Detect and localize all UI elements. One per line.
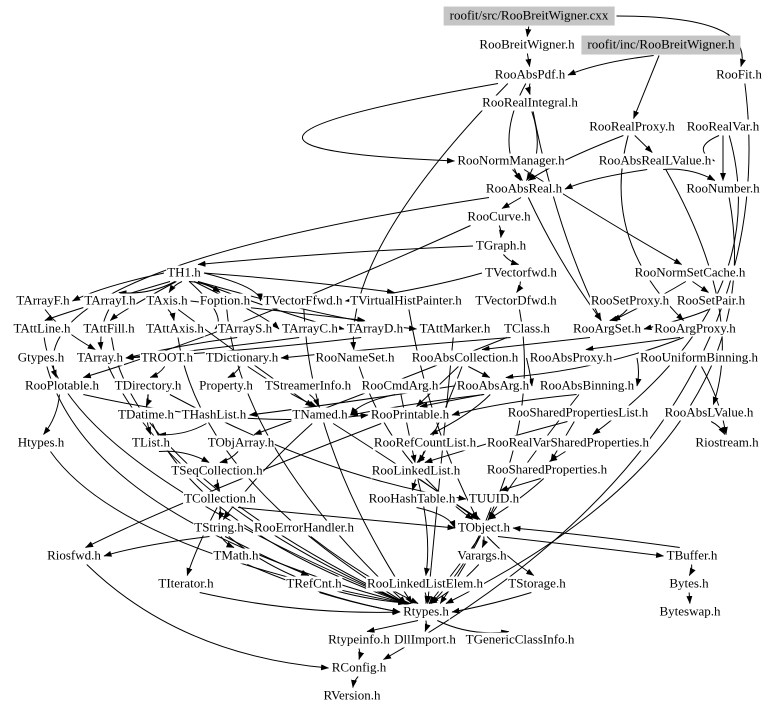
node-riostream-h[interactable]: Riostream.h <box>695 434 759 450</box>
node-rconfig-h[interactable]: RConfig.h <box>331 659 387 675</box>
node-tdirectory-h[interactable]: TDirectory.h <box>114 377 182 393</box>
node-tattaxis-h[interactable]: TAttAxis.h <box>146 320 204 336</box>
node-tgenericclassinfo-h[interactable]: TGenericClassInfo.h <box>465 631 575 647</box>
node-rooplotable-h[interactable]: RooPlotable.h <box>24 377 100 393</box>
node-roocmdarg-h[interactable]: RooCmdArg.h <box>361 377 439 393</box>
node-roorefcountlist-h[interactable]: RooRefCountList.h <box>373 434 477 450</box>
node-roorealintegral-h[interactable]: RooRealIntegral.h <box>482 94 578 110</box>
node-tvectorffwd-h[interactable]: TVectorFfwd.h <box>263 292 343 308</box>
node-tattfill-h[interactable]: TAttFill.h <box>83 320 135 336</box>
node-roorealproxy-h[interactable]: RooRealProxy.h <box>589 118 675 134</box>
node-roonormsetcache-h[interactable]: RooNormSetCache.h <box>634 264 746 280</box>
node-tarrayf-h[interactable]: TArrayF.h <box>16 292 70 308</box>
node-rversion-h[interactable]: RVersion.h <box>323 687 381 703</box>
node-titerator-h[interactable]: TIterator.h <box>158 575 214 591</box>
node-rooabsreal-h[interactable]: RooAbsReal.h <box>485 180 563 196</box>
node-roorealvarsharedproperties-h[interactable]: RooRealVarSharedProperties.h <box>486 434 650 450</box>
node-rooabsreallvalue-h[interactable]: RooAbsRealLValue.h <box>598 152 712 168</box>
node-roonormmanager-h[interactable]: RooNormManager.h <box>457 152 565 168</box>
node-rtypes-h[interactable]: Rtypes.h <box>403 603 449 619</box>
node-trefcnt-h[interactable]: TRefCnt.h <box>286 575 342 591</box>
node-tattline-h[interactable]: TAttLine.h <box>13 320 71 336</box>
node-varargs-h[interactable]: Varargs.h <box>457 547 507 563</box>
node-tdictionary-h[interactable]: TDictionary.h <box>205 349 279 365</box>
node-property-h[interactable]: Property.h <box>199 377 253 393</box>
node-roosharedproperties-h[interactable]: RooSharedProperties.h <box>486 461 608 477</box>
node-tvectordfwd-h[interactable]: TVectorDfwd.h <box>475 292 557 308</box>
node-roonameset-h[interactable]: RooNameSet.h <box>315 349 395 365</box>
node-tcollection-h[interactable]: TCollection.h <box>184 490 256 506</box>
node-roouniformbinning-h[interactable]: RooUniformBinning.h <box>639 349 759 365</box>
node-tvectorfwd-h[interactable]: TVectorfwd.h <box>485 264 557 280</box>
node-tarrayc-h[interactable]: TArrayC.h <box>282 320 338 336</box>
node-tuuid-h[interactable]: TUUID.h <box>468 490 520 506</box>
node-roohashtable-h[interactable]: RooHashTable.h <box>368 490 456 506</box>
node-rtypeinfo-h[interactable]: Rtypeinfo.h <box>328 631 390 647</box>
node-roolinkedlist-h[interactable]: RooLinkedList.h <box>371 462 461 478</box>
node-tattmarker-h[interactable]: TAttMarker.h <box>419 320 491 336</box>
node-th1-h[interactable]: TH1.h <box>167 264 201 280</box>
node-rooargset-h[interactable]: RooArgSet.h <box>572 320 642 336</box>
node-rooabscollection-h[interactable]: RooAbsCollection.h <box>411 349 519 365</box>
node-rooabsarg-h[interactable]: RooAbsArg.h <box>456 377 530 393</box>
node-tlist-h[interactable]: TList.h <box>132 434 170 450</box>
node-tobjarray-h[interactable]: TObjArray.h <box>207 434 275 450</box>
node-dllimport-h[interactable]: DllImport.h <box>394 631 456 647</box>
node-tstring-h[interactable]: TString.h <box>194 519 244 535</box>
node-tdatime-h[interactable]: TDatime.h <box>118 406 174 422</box>
node-foption-h[interactable]: Foption.h <box>199 292 251 308</box>
node-tstorage-h[interactable]: TStorage.h <box>508 575 566 591</box>
node-thashlist-h[interactable]: THashList.h <box>181 406 247 422</box>
node-riosfwd-h[interactable]: Riosfwd.h <box>47 547 101 563</box>
node-rooargproxy-h[interactable]: RooArgProxy.h <box>654 320 736 336</box>
node-rooabspdf-h[interactable]: RooAbsPdf.h <box>494 66 566 82</box>
node-byteswap-h[interactable]: Byteswap.h <box>659 603 721 619</box>
node-tbuffer-h[interactable]: TBuffer.h <box>666 547 718 563</box>
node-tarrayd-h[interactable]: TArrayD.h <box>346 320 404 336</box>
node-tarrays-h[interactable]: TArrayS.h <box>217 320 273 336</box>
node-rooerrorhandler-h[interactable]: RooErrorHandler.h <box>253 519 355 535</box>
node-roosetpair-h[interactable]: RooSetPair.h <box>676 292 746 308</box>
node-gtypes-h[interactable]: Gtypes.h <box>17 349 65 365</box>
node-roofit-h[interactable]: RooFit.h <box>716 66 762 82</box>
node-rooabsproxy-h[interactable]: RooAbsProxy.h <box>529 349 613 365</box>
node-roosetproxy-h[interactable]: RooSetProxy.h <box>590 292 670 308</box>
node-roosharedpropertieslist-h[interactable]: RooSharedPropertiesList.h <box>507 404 649 420</box>
node-tvirtualhistpainter-h[interactable]: TVirtualHistPainter.h <box>350 292 462 308</box>
node-roocurve-h[interactable]: RooCurve.h <box>467 208 531 224</box>
node-roobreitwigner-h[interactable]: RooBreitWigner.h <box>479 36 575 52</box>
node-roofit-src-roobreitwigner-cxx: roofit/src/RooBreitWigner.cxx <box>444 7 615 26</box>
node-tnamed-h[interactable]: TNamed.h <box>292 406 348 422</box>
node-rooabslvalue-h[interactable]: RooAbsLValue.h <box>664 404 754 420</box>
node-roorealvar-h[interactable]: RooRealVar.h <box>686 118 760 134</box>
node-tmath-h[interactable]: TMath.h <box>213 547 259 563</box>
node-tstreamerinfo-h[interactable]: TStreamerInfo.h <box>264 377 352 393</box>
node-rooprintable-h[interactable]: RooPrintable.h <box>370 406 450 422</box>
node-roolinkedlistelem-h[interactable]: RooLinkedListElem.h <box>367 575 483 591</box>
node-tarray-h[interactable]: TArray.h <box>76 349 124 365</box>
node-taxis-h[interactable]: TAxis.h <box>146 292 188 308</box>
node-tarrayi-h[interactable]: TArrayI.h <box>84 292 136 308</box>
node-troot-h[interactable]: TROOT.h <box>140 349 194 365</box>
node-roonumber-h[interactable]: RooNumber.h <box>686 180 760 196</box>
node-roofit-inc-roobreitwigner-h[interactable]: roofit/inc/RooBreitWigner.h <box>581 36 740 55</box>
node-rooabsbinning-h[interactable]: RooAbsBinning.h <box>539 377 635 393</box>
node-htypes-h[interactable]: Htypes.h <box>17 434 65 450</box>
node-tgraph-h[interactable]: TGraph.h <box>475 237 527 253</box>
node-tseqcollection-h[interactable]: TSeqCollection.h <box>171 462 263 478</box>
node-tclass-h[interactable]: TClass.h <box>504 320 550 336</box>
node-bytes-h[interactable]: Bytes.h <box>669 575 709 591</box>
node-tobject-h[interactable]: TObject.h <box>457 519 511 535</box>
